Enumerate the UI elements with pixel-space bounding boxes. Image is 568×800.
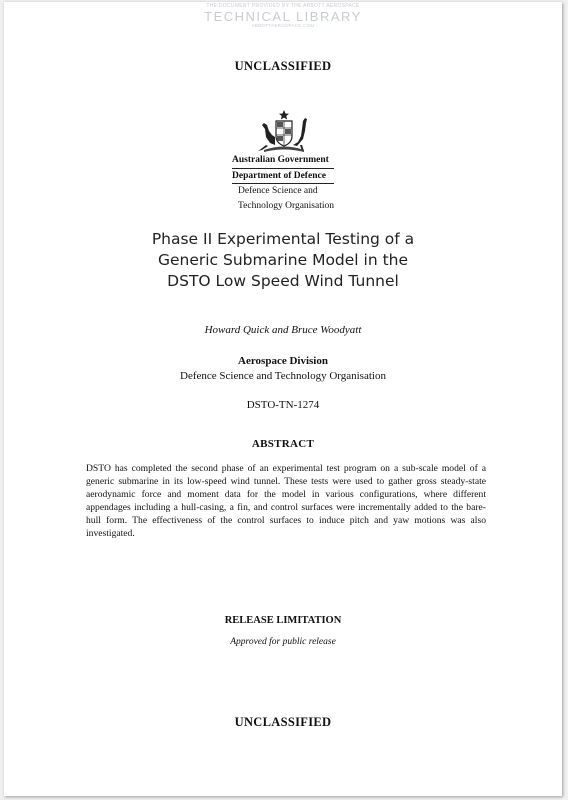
title-line-1: Phase II Experimental Testing of a	[151, 230, 415, 248]
abstract-body: DSTO has completed the second phase of an experimental test program on a sub-scale model of a generic submarine in its low-speed wind tunnel. These tests were used to gather gross steady-state aerodynamic force and moment data for the model in various configurations, where different appendages including a hull-casing, a fin, and control surfaces were incrementally added to the bare-hull form. The effectiveness of the control surfaces to induce pitch and yaw motions was also investigated.	[86, 463, 486, 539]
division: Aerospace Division	[238, 355, 328, 367]
abstract-heading: ABSTRACT	[251, 438, 315, 450]
watermark-title: TECHNICAL LIBRARY	[204, 9, 362, 24]
release-limitation-text: Approved for public release	[230, 637, 336, 647]
organisation-line-2: Technology Organisation	[238, 200, 334, 211]
document-page	[4, 2, 562, 796]
title-line-3: DSTO Low Speed Wind Tunnel	[167, 272, 399, 290]
report-number: DSTO-TN-1274	[246, 399, 320, 411]
title-line-2: Generic Submarine Model in the	[157, 251, 409, 269]
organisation-line-1: Defence Science and	[238, 186, 318, 196]
commonwealth-coat-of-arms-icon	[256, 109, 312, 153]
department-name: Department of Defence	[232, 170, 334, 185]
organisation: Defence Science and Technology Organisation	[180, 370, 386, 382]
document-title	[4, 229, 562, 292]
watermark-top-line: THE DOCUMENT PROVIDED BY THE ABBOTT AEROSPACE	[206, 3, 360, 9]
technical-library-watermark	[4, 4, 562, 29]
department-logo-text	[4, 154, 562, 214]
watermark-url: ABBOTTAEROSPACE.COM	[251, 23, 315, 28]
classification-top: UNCLASSIFIED	[234, 59, 332, 73]
government-name: Australian Government	[232, 154, 334, 169]
authors: Howard Quick and Bruce Woodyatt	[204, 324, 362, 336]
release-limitation-heading: RELEASE LIMITATION	[224, 615, 342, 626]
classification-bottom: UNCLASSIFIED	[234, 715, 332, 729]
